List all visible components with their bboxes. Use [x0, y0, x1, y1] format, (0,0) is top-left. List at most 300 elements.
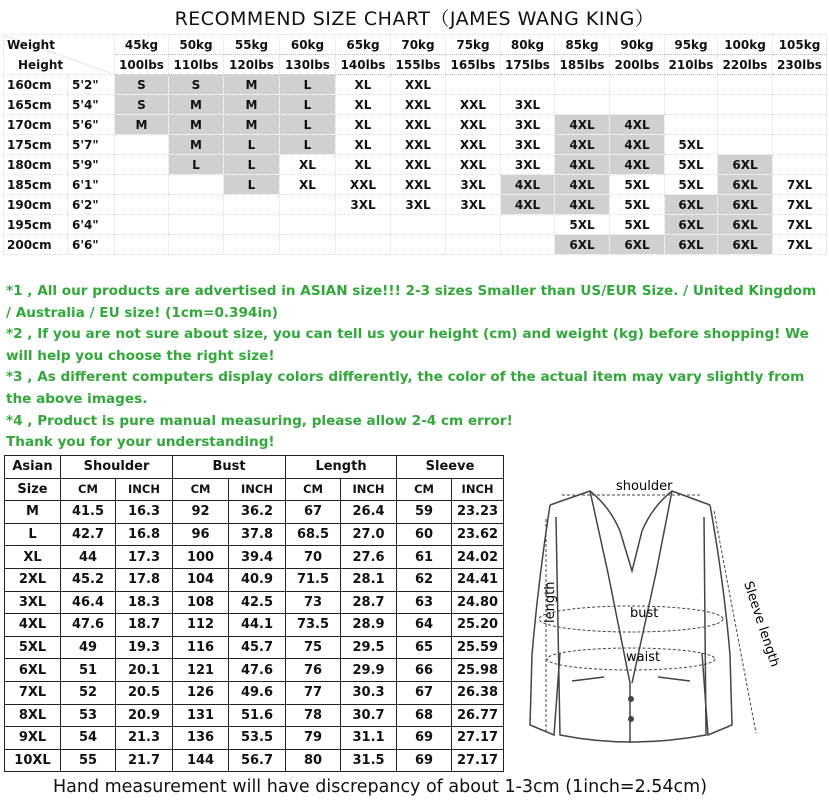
jacket-collar-shape: [550, 491, 710, 571]
bust-header: Bust: [173, 456, 286, 479]
measurement-value: 23.23: [452, 501, 504, 524]
jacket-pockets: [572, 677, 690, 681]
size-cell: XXL: [336, 175, 391, 195]
size-cell: XXL: [446, 115, 501, 135]
note-3: *3 , As different computers display colors differently, the color of the actual item may vary slightly from the above images.: [6, 369, 805, 407]
size-cell: M: [115, 115, 169, 135]
measurement-body: [5, 456, 504, 772]
measurement-value: 30.7: [341, 704, 397, 727]
measurement-row: [5, 614, 504, 637]
size-cell: 4XL: [610, 115, 665, 135]
size-cell: [718, 75, 773, 95]
size-cell: [169, 195, 224, 215]
measurement-value: 44: [61, 546, 116, 569]
measurement-value: 24.80: [452, 591, 504, 614]
size-cell: XL: [336, 115, 391, 135]
weight-lbs-header: 140lbs: [336, 55, 391, 75]
measurement-value: 46.4: [61, 591, 116, 614]
size-label: 5XL: [5, 636, 61, 659]
height-ft: 5'6": [68, 115, 115, 135]
shoulder-header: Shoulder: [61, 456, 173, 479]
measurement-value: 26.4: [341, 501, 397, 524]
size-cell: 3XL: [501, 95, 555, 115]
measurement-value: 16.3: [116, 501, 173, 524]
measurement-value: 21.3: [116, 727, 173, 750]
size-cell: XL: [280, 175, 336, 195]
measurement-row: [5, 523, 504, 546]
height-cm: 180cm: [4, 155, 68, 175]
weight-lbs-header: 175lbs: [501, 55, 555, 75]
size-cell: 3XL: [446, 195, 501, 215]
size-cell: M: [224, 95, 280, 115]
size-cell: [773, 155, 827, 175]
weight-kg-header: 80kg: [501, 35, 555, 55]
weight-height-corner: [4, 35, 115, 75]
size-cell: [446, 75, 501, 95]
measurement-value: 51: [61, 659, 116, 682]
measurement-value: 73.5: [286, 614, 341, 637]
size-cell: [224, 235, 280, 255]
measurement-row: [5, 681, 504, 704]
size-cell: [280, 235, 336, 255]
size-cell: L: [169, 155, 224, 175]
measurement-value: 25.20: [452, 614, 504, 637]
size-cell: [610, 75, 665, 95]
measurement-value: 65: [397, 636, 452, 659]
size-cell: S: [169, 75, 224, 95]
size-cell: S: [115, 75, 169, 95]
size-cell: 3XL: [391, 195, 446, 215]
measurement-value: 20.9: [116, 704, 173, 727]
measurement-value: 25.98: [452, 659, 504, 682]
weight-lbs-header: 220lbs: [718, 55, 773, 75]
weight-kg-header: 85kg: [555, 35, 610, 55]
size-cell: [115, 215, 169, 235]
size-header-top: Asian: [5, 456, 61, 479]
measurement-value: 96: [173, 523, 229, 546]
measurement-value: 56.7: [229, 749, 286, 772]
measurement-value: 20.1: [116, 659, 173, 682]
size-cell: M: [169, 95, 224, 115]
measurement-value: 73: [286, 591, 341, 614]
size-label: M: [5, 501, 61, 524]
size-cell: 4XL: [555, 115, 610, 135]
jacket-button: [628, 716, 634, 722]
size-cell: [391, 215, 446, 235]
measurement-row: [5, 704, 504, 727]
measurement-value: 100: [173, 546, 229, 569]
weight-lbs-header: 230lbs: [773, 55, 827, 75]
size-cell: XXL: [391, 135, 446, 155]
measurement-value: 39.4: [229, 546, 286, 569]
measurement-value: 37.8: [229, 523, 286, 546]
measurement-value: 42.5: [229, 591, 286, 614]
height-ft: 5'9": [68, 155, 115, 175]
weight-kg-header: 100kg: [718, 35, 773, 55]
weight-kg-header: 45kg: [115, 35, 169, 55]
size-cell: [169, 235, 224, 255]
height-cm: 185cm: [4, 175, 68, 195]
size-cell: 6XL: [665, 235, 718, 255]
size-label: 9XL: [5, 727, 61, 750]
weight-lbs-header: 200lbs: [610, 55, 665, 75]
measurement-value: 64: [397, 614, 452, 637]
measurement-value: 92: [173, 501, 229, 524]
size-cell: L: [280, 115, 336, 135]
size-chart-row: [4, 195, 827, 215]
chart-title: RECOMMEND SIZE CHART（JAMES WANG KING）: [174, 8, 655, 30]
size-cell: [501, 235, 555, 255]
measurement-row: [5, 727, 504, 750]
size-cell: [280, 195, 336, 215]
measurement-value: 28.9: [341, 614, 397, 637]
weight-lbs-header: 130lbs: [280, 55, 336, 75]
weight-lbs-header: 165lbs: [446, 55, 501, 75]
size-cell: L: [280, 135, 336, 155]
size-label: 10XL: [5, 749, 61, 772]
measurement-row: [5, 659, 504, 682]
weight-kg-header: 75kg: [446, 35, 501, 55]
measurement-value: 27.17: [452, 749, 504, 772]
size-cell: [773, 95, 827, 115]
size-chart-body: [4, 35, 827, 255]
height-ft: 6'2": [68, 195, 115, 215]
weight-kg-header: 60kg: [280, 35, 336, 55]
measurement-value: 68.5: [286, 523, 341, 546]
size-chart-row: [4, 95, 827, 115]
size-cell: M: [224, 115, 280, 135]
height-ft: 6'6": [68, 235, 115, 255]
waist-label: waist: [626, 650, 661, 665]
measurement-value: 62: [397, 568, 452, 591]
measurement-value: 24.02: [452, 546, 504, 569]
note-1: *1 , All our products are advertised in ASIAN size!!! 2-3 sizes Smaller than US/EUR Size. / United Kingdom / Australia / EU size! (1cm=0.394in): [6, 283, 817, 321]
measurement-value: 53: [61, 704, 116, 727]
notes: [6, 281, 824, 454]
weight-kg-header: 105kg: [773, 35, 827, 55]
size-cell: [169, 175, 224, 195]
size-cell: 5XL: [610, 175, 665, 195]
sleeve-header: Sleeve: [397, 456, 504, 479]
measurement-value: 16.8: [116, 523, 173, 546]
measurement-value: 24.41: [452, 568, 504, 591]
size-cell: [665, 115, 718, 135]
weight-lbs-header: 185lbs: [555, 55, 610, 75]
size-cell: XXL: [391, 75, 446, 95]
unit-cm: CM: [397, 478, 452, 501]
measurement-value: 79: [286, 727, 341, 750]
size-cell: [391, 235, 446, 255]
size-cell: [115, 235, 169, 255]
size-cell: XL: [336, 155, 391, 175]
measurement-value: 49.6: [229, 681, 286, 704]
size-cell: [115, 135, 169, 155]
measurement-value: 49: [61, 636, 116, 659]
size-chart-row: [4, 135, 827, 155]
size-cell: [224, 215, 280, 235]
size-cell: L: [280, 75, 336, 95]
length-header: Length: [286, 456, 397, 479]
size-cell: 3XL: [501, 155, 555, 175]
size-cell: [773, 135, 827, 155]
measurement-value: 136: [173, 727, 229, 750]
weight-kg-header: 70kg: [391, 35, 446, 55]
size-cell: [718, 115, 773, 135]
size-cell: [665, 75, 718, 95]
note-thanks: Thank you for your understanding!: [6, 434, 275, 451]
height-cm: 195cm: [4, 215, 68, 235]
size-label: 8XL: [5, 704, 61, 727]
size-cell: [501, 215, 555, 235]
measurement-row: [5, 568, 504, 591]
height-cm: 175cm: [4, 135, 68, 155]
height-ft: 5'4": [68, 95, 115, 115]
measurement-value: 20.5: [116, 681, 173, 704]
size-header-bottom: Size: [5, 478, 61, 501]
size-cell: 5XL: [665, 175, 718, 195]
measurement-value: 77: [286, 681, 341, 704]
size-chart-row: [4, 235, 827, 255]
size-cell: XXL: [391, 115, 446, 135]
measurement-value: 54: [61, 727, 116, 750]
size-label: L: [5, 523, 61, 546]
weight-kg-header: 95kg: [665, 35, 718, 55]
measurement-value: 27.0: [341, 523, 397, 546]
size-chart-table: [3, 34, 827, 255]
unit-inch: INCH: [341, 478, 397, 501]
height-ft: 5'2": [68, 75, 115, 95]
measurement-value: 80: [286, 749, 341, 772]
note-2: *2 , If you are not sure about size, you can tell us your height (cm) and weight (kg) before shopping! We will help you choose the right size!: [6, 326, 809, 364]
measurement-value: 36.2: [229, 501, 286, 524]
unit-inch: INCH: [116, 478, 173, 501]
size-cell: [501, 75, 555, 95]
size-cell: 6XL: [555, 235, 610, 255]
size-cell: 6XL: [665, 215, 718, 235]
size-cell: M: [224, 75, 280, 95]
note-4: *4 , Product is pure manual measuring, please allow 2-4 cm error!: [6, 412, 513, 429]
measurement-value: 59: [397, 501, 452, 524]
measurement-value: 60: [397, 523, 452, 546]
size-cell: L: [224, 135, 280, 155]
weight-kg-header: 65kg: [336, 35, 391, 55]
size-cell: 3XL: [336, 195, 391, 215]
size-cell: [555, 75, 610, 95]
measurement-value: 70: [286, 546, 341, 569]
size-cell: 6XL: [718, 195, 773, 215]
size-cell: XXL: [446, 95, 501, 115]
size-cell: 4XL: [555, 195, 610, 215]
size-cell: M: [169, 135, 224, 155]
measurement-value: 41.5: [61, 501, 116, 524]
size-cell: 5XL: [610, 215, 665, 235]
measurement-value: 66: [397, 659, 452, 682]
height-cm: 165cm: [4, 95, 68, 115]
measurement-value: 144: [173, 749, 229, 772]
size-cell: L: [280, 95, 336, 115]
size-cell: [115, 155, 169, 175]
measurement-value: 53.5: [229, 727, 286, 750]
size-cell: L: [224, 175, 280, 195]
height-cm: 200cm: [4, 235, 68, 255]
size-cell: XL: [336, 75, 391, 95]
size-label: 3XL: [5, 591, 61, 614]
unit-inch: INCH: [452, 478, 504, 501]
shoulder-label: shoulder: [616, 479, 673, 494]
size-cell: S: [115, 95, 169, 115]
size-cell: 3XL: [501, 115, 555, 135]
measurement-value: 61: [397, 546, 452, 569]
size-cell: [446, 215, 501, 235]
weight-kg-header: 50kg: [169, 35, 224, 55]
measurement-value: 26.38: [452, 681, 504, 704]
size-cell: 7XL: [773, 235, 827, 255]
sleeve-measure-line: [714, 511, 756, 733]
measurement-value: 63: [397, 591, 452, 614]
size-cell: 6XL: [718, 235, 773, 255]
measurement-value: 17.8: [116, 568, 173, 591]
measurement-row: [5, 546, 504, 569]
measurement-row: [5, 749, 504, 772]
measurement-value: 121: [173, 659, 229, 682]
size-cell: L: [224, 155, 280, 175]
weight-label: Weight: [7, 38, 55, 52]
size-cell: 3XL: [501, 135, 555, 155]
measurement-value: 45.7: [229, 636, 286, 659]
size-cell: [773, 75, 827, 95]
measurement-value: 69: [397, 749, 452, 772]
measurement-value: 21.7: [116, 749, 173, 772]
measurement-value: 27.17: [452, 727, 504, 750]
size-label: 2XL: [5, 568, 61, 591]
size-cell: [115, 195, 169, 215]
measurement-value: 44.1: [229, 614, 286, 637]
measurement-value: 45.2: [61, 568, 116, 591]
size-cell: [718, 135, 773, 155]
size-chart-row: [4, 215, 827, 235]
size-cell: 4XL: [610, 155, 665, 175]
measurement-value: 68: [397, 704, 452, 727]
size-cell: [336, 215, 391, 235]
measurement-value: 126: [173, 681, 229, 704]
size-cell: XL: [336, 135, 391, 155]
measurement-value: 29.9: [341, 659, 397, 682]
measurement-value: 47.6: [229, 659, 286, 682]
measurement-table: [4, 455, 504, 772]
measurement-value: 47.6: [61, 614, 116, 637]
size-cell: [773, 115, 827, 135]
size-cell: XL: [336, 95, 391, 115]
size-cell: [718, 95, 773, 115]
unit-cm: CM: [286, 478, 341, 501]
size-chart-row: [4, 75, 827, 95]
measurement-value: 67: [397, 681, 452, 704]
measurement-value: 78: [286, 704, 341, 727]
height-ft: 5'7": [68, 135, 115, 155]
size-cell: 4XL: [555, 155, 610, 175]
size-cell: 4XL: [501, 175, 555, 195]
size-chart-row: [4, 175, 827, 195]
size-cell: 5XL: [610, 195, 665, 215]
unit-cm: CM: [61, 478, 116, 501]
height-ft: 6'1": [68, 175, 115, 195]
size-cell: 5XL: [665, 155, 718, 175]
size-cell: 7XL: [773, 175, 827, 195]
size-cell: XXL: [391, 95, 446, 115]
size-cell: 4XL: [555, 175, 610, 195]
size-cell: 4XL: [501, 195, 555, 215]
measurement-value: 71.5: [286, 568, 341, 591]
measurement-value: 104: [173, 568, 229, 591]
weight-lbs-header: 210lbs: [665, 55, 718, 75]
size-cell: 6XL: [718, 215, 773, 235]
measurement-value: 40.9: [229, 568, 286, 591]
measurement-value: 26.77: [452, 704, 504, 727]
measurement-value: 29.5: [341, 636, 397, 659]
size-cell: [555, 95, 610, 115]
size-cell: [224, 195, 280, 215]
measurement-value: 42.7: [61, 523, 116, 546]
measurement-row: [5, 591, 504, 614]
measurement-value: 31.5: [341, 749, 397, 772]
size-cell: [169, 215, 224, 235]
height-label: Height: [18, 58, 64, 72]
jacket-diagram: [520, 473, 782, 773]
measurement-value: 76: [286, 659, 341, 682]
measurement-value: 19.3: [116, 636, 173, 659]
size-cell: 3XL: [446, 175, 501, 195]
size-cell: XL: [280, 155, 336, 175]
measurement-value: 18.3: [116, 591, 173, 614]
size-chart-row: [4, 115, 827, 135]
size-cell: [115, 175, 169, 195]
footer-note: Hand measurement will have discrepancy of about 1-3cm (1inch=2.54cm): [52, 777, 708, 797]
size-label: XL: [5, 546, 61, 569]
size-cell: [665, 95, 718, 115]
measurement-value: 116: [173, 636, 229, 659]
size-cell: XXL: [391, 155, 446, 175]
jacket-right-sleeve: [702, 505, 732, 735]
height-cm: 160cm: [4, 75, 68, 95]
measurement-value: 17.3: [116, 546, 173, 569]
measurement-value: 23.62: [452, 523, 504, 546]
size-label: 6XL: [5, 659, 61, 682]
size-cell: 5XL: [555, 215, 610, 235]
measurement-row: [5, 501, 504, 524]
unit-cm: CM: [173, 478, 229, 501]
measurement-value: 108: [173, 591, 229, 614]
length-label: length: [543, 581, 558, 623]
size-label: 4XL: [5, 614, 61, 637]
size-cell: [336, 235, 391, 255]
size-cell: 6XL: [610, 235, 665, 255]
size-cell: [280, 215, 336, 235]
measurement-value: 67: [286, 501, 341, 524]
size-cell: [610, 95, 665, 115]
size-cell: 4XL: [610, 135, 665, 155]
size-cell: 5XL: [665, 135, 718, 155]
weight-lbs-header: 100lbs: [115, 55, 169, 75]
measurement-value: 18.7: [116, 614, 173, 637]
measurement-value: 51.6: [229, 704, 286, 727]
weight-kg-header: 55kg: [224, 35, 280, 55]
size-cell: 6XL: [718, 155, 773, 175]
measurement-value: 28.1: [341, 568, 397, 591]
size-cell: M: [169, 115, 224, 135]
size-cell: XXL: [446, 135, 501, 155]
measurement-value: 30.3: [341, 681, 397, 704]
measurement-value: 69: [397, 727, 452, 750]
